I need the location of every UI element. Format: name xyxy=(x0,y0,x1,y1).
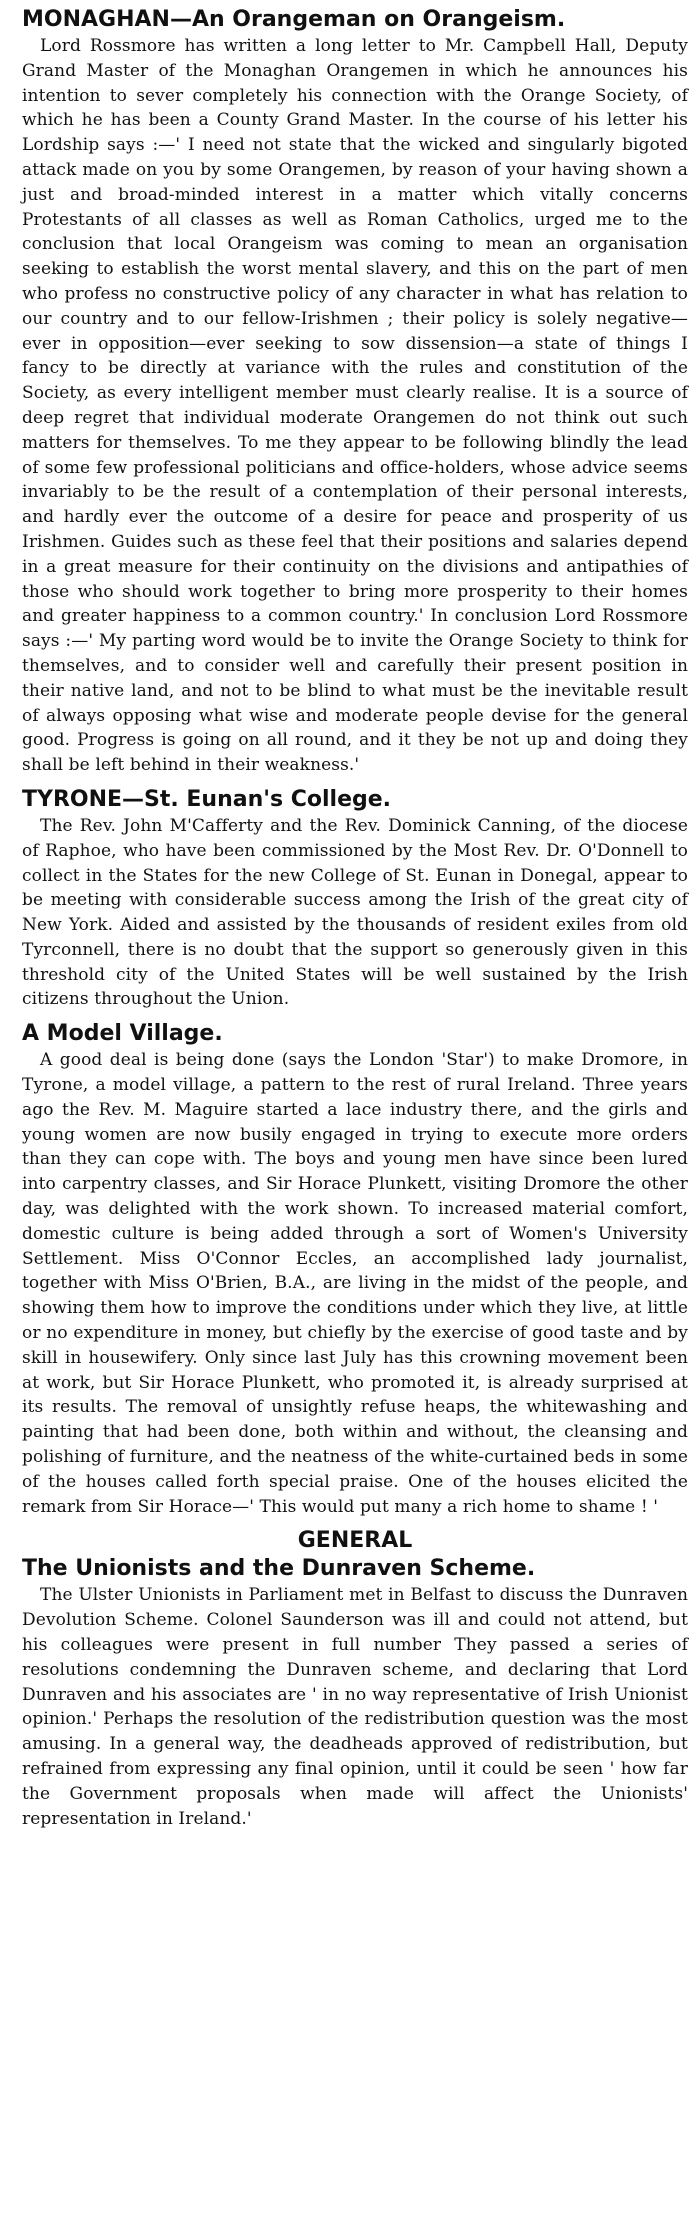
article-body-model-village: A good deal is being done (says the London 'Star') to make Dromore, in Tyrone, a model village, a pattern to the rest of rural Ireland. Three years ago the Rev. M. Maguire started a lace industry there, and the girls and young women are now busily engaged in trying to execute more orders than they can cope with. The boys and young men have since been lured into carpentry classes, and Sir Horace Plunkett, visiting Dromore the other day, was delighted with the work shown. To increased material comfort, domestic culture is being added through a sort of Women's University Settlement. Miss O'Connor Eccles, an accomplished lady journalist, together with Miss O'Brien, B.A., are living in the midst of the people, and showing them how to improve the conditions under which they live, at little or no expenditure in money, but chiefly by the exercise of good taste and by skill in housewifery. Only since last July has this crowning movement been at work, but Sir Horace Plunkett, who promoted it, is already surprised at its results. The removal of unsightly refuse heaps, the whitewashing and painting that had been done, both within and without, the cleansing and polishing of furniture, and the neatness of the white-curtained beds in some of the houses called forth special praise. One of the houses elicited the remark from Sir Horace—' This would put many a rich home to shame ! ' xyxy=(22,1050,688,1517)
article-body-monaghan: Lord Rossmore has written a long letter to Mr. Campbell Hall, Deputy Grand Master of the Monaghan Orangemen in which he announces his intention to sever completely his connection with the Orange Society, of which he has been a County Grand Master. In the course of his letter his Lordship says :—' I need not state that the wicked and singularly bigoted attack made on you by some Orangemen, by reason of your having shown a just and broad-minded interest in a matter which vitally concerns Protestants of all classes as well as Roman Catholics, urged me to the conclusion that local Orangeism was coming to mean an organisation seeking to establish the worst mental slavery, and this on the part of men who profess no constructive policy of any character in what has relation to our country and to our fellow-Irishmen ; their policy is solely negative—ever in opposition—ever seeking to sow dissension—a state of things I fancy to be directly at variance with the rules and constitution of the Society, as every intelligent member must clearly realise. It is a source of deep regret that individual moderate Orangemen do not think out such matters for themselves. To me they appear to be following blindly the lead of some few professional politicians and office-holders, whose advice seems invariably to be the result of a contemplation of their personal interests, and hardly ever the outcome of a desire for peace and prosperity of us Irishmen. Guides such as these feel that their positions and salaries depend in a great measure for their continuity on the divisions and antipathies of those who should work together to bring more prosperity to their homes and greater happiness to a common country.' In conclusion Lord Rossmore says :—' My parting word would be to invite the Orange Society to think for themselves, and to consider well and carefully their present position in their native land, and not to be blind to what must be the inevitable result of always opposing what wise and moderate people devise for the general good. Progress is going on all round, and it they be not up and doing they shall be left behind in their weakness.' xyxy=(22,36,688,776)
spacer xyxy=(22,778,688,786)
spacer xyxy=(22,1519,688,1527)
article-heading-tyrone: TYRONE—St. Eunan's College. xyxy=(22,786,392,812)
article-heading-unionists: The Unionists and the Dunraven Scheme. xyxy=(22,1556,536,1582)
spacer xyxy=(22,1012,688,1020)
article-heading-monaghan: MONAGHAN—An Orangeman on Orangeism. xyxy=(22,7,566,32)
section-heading-general: GENERAL xyxy=(297,1528,413,1554)
article-body-unionists: The Ulster Unionists in Parliament met in Belfast to discuss the Dunraven Devolution Scheme. Colonel Saunderson was ill and could not attend, but his colleagues were present in full number They passed a series of resolutions condemning the Dunraven scheme, and declaring that Lord Dunraven and his associates are ' in no way representative of Irish Unionist opinion.' Perhaps the resolution of the redistribution question was the most amusing. In a general way, the deadheads approved of redistribution, but refrained from expressing any final opinion, until it could be seen ' how far the Government proposals when made will affect the Unionists' representation in Ireland.' xyxy=(22,1585,688,1829)
article-heading-model-village: A Model Village. xyxy=(22,1021,223,1047)
article-body-tyrone: The Rev. John M'Cafferty and the Rev. Dominick Canning, of the diocese of Raphoe, who have been commissioned by the Most Rev. Dr. O'Donnell to collect in the States for the new College of St. Eunan in Donegal, appear to be meeting with considerable success among the Irish of the great city of New York. Aided and assisted by the thousands of resident exiles from old Tyrconnell, there is no doubt that the support so generously given in this threshold city of the United States will be well sustained by the Irish citizens throughout the Union. xyxy=(22,815,688,1010)
